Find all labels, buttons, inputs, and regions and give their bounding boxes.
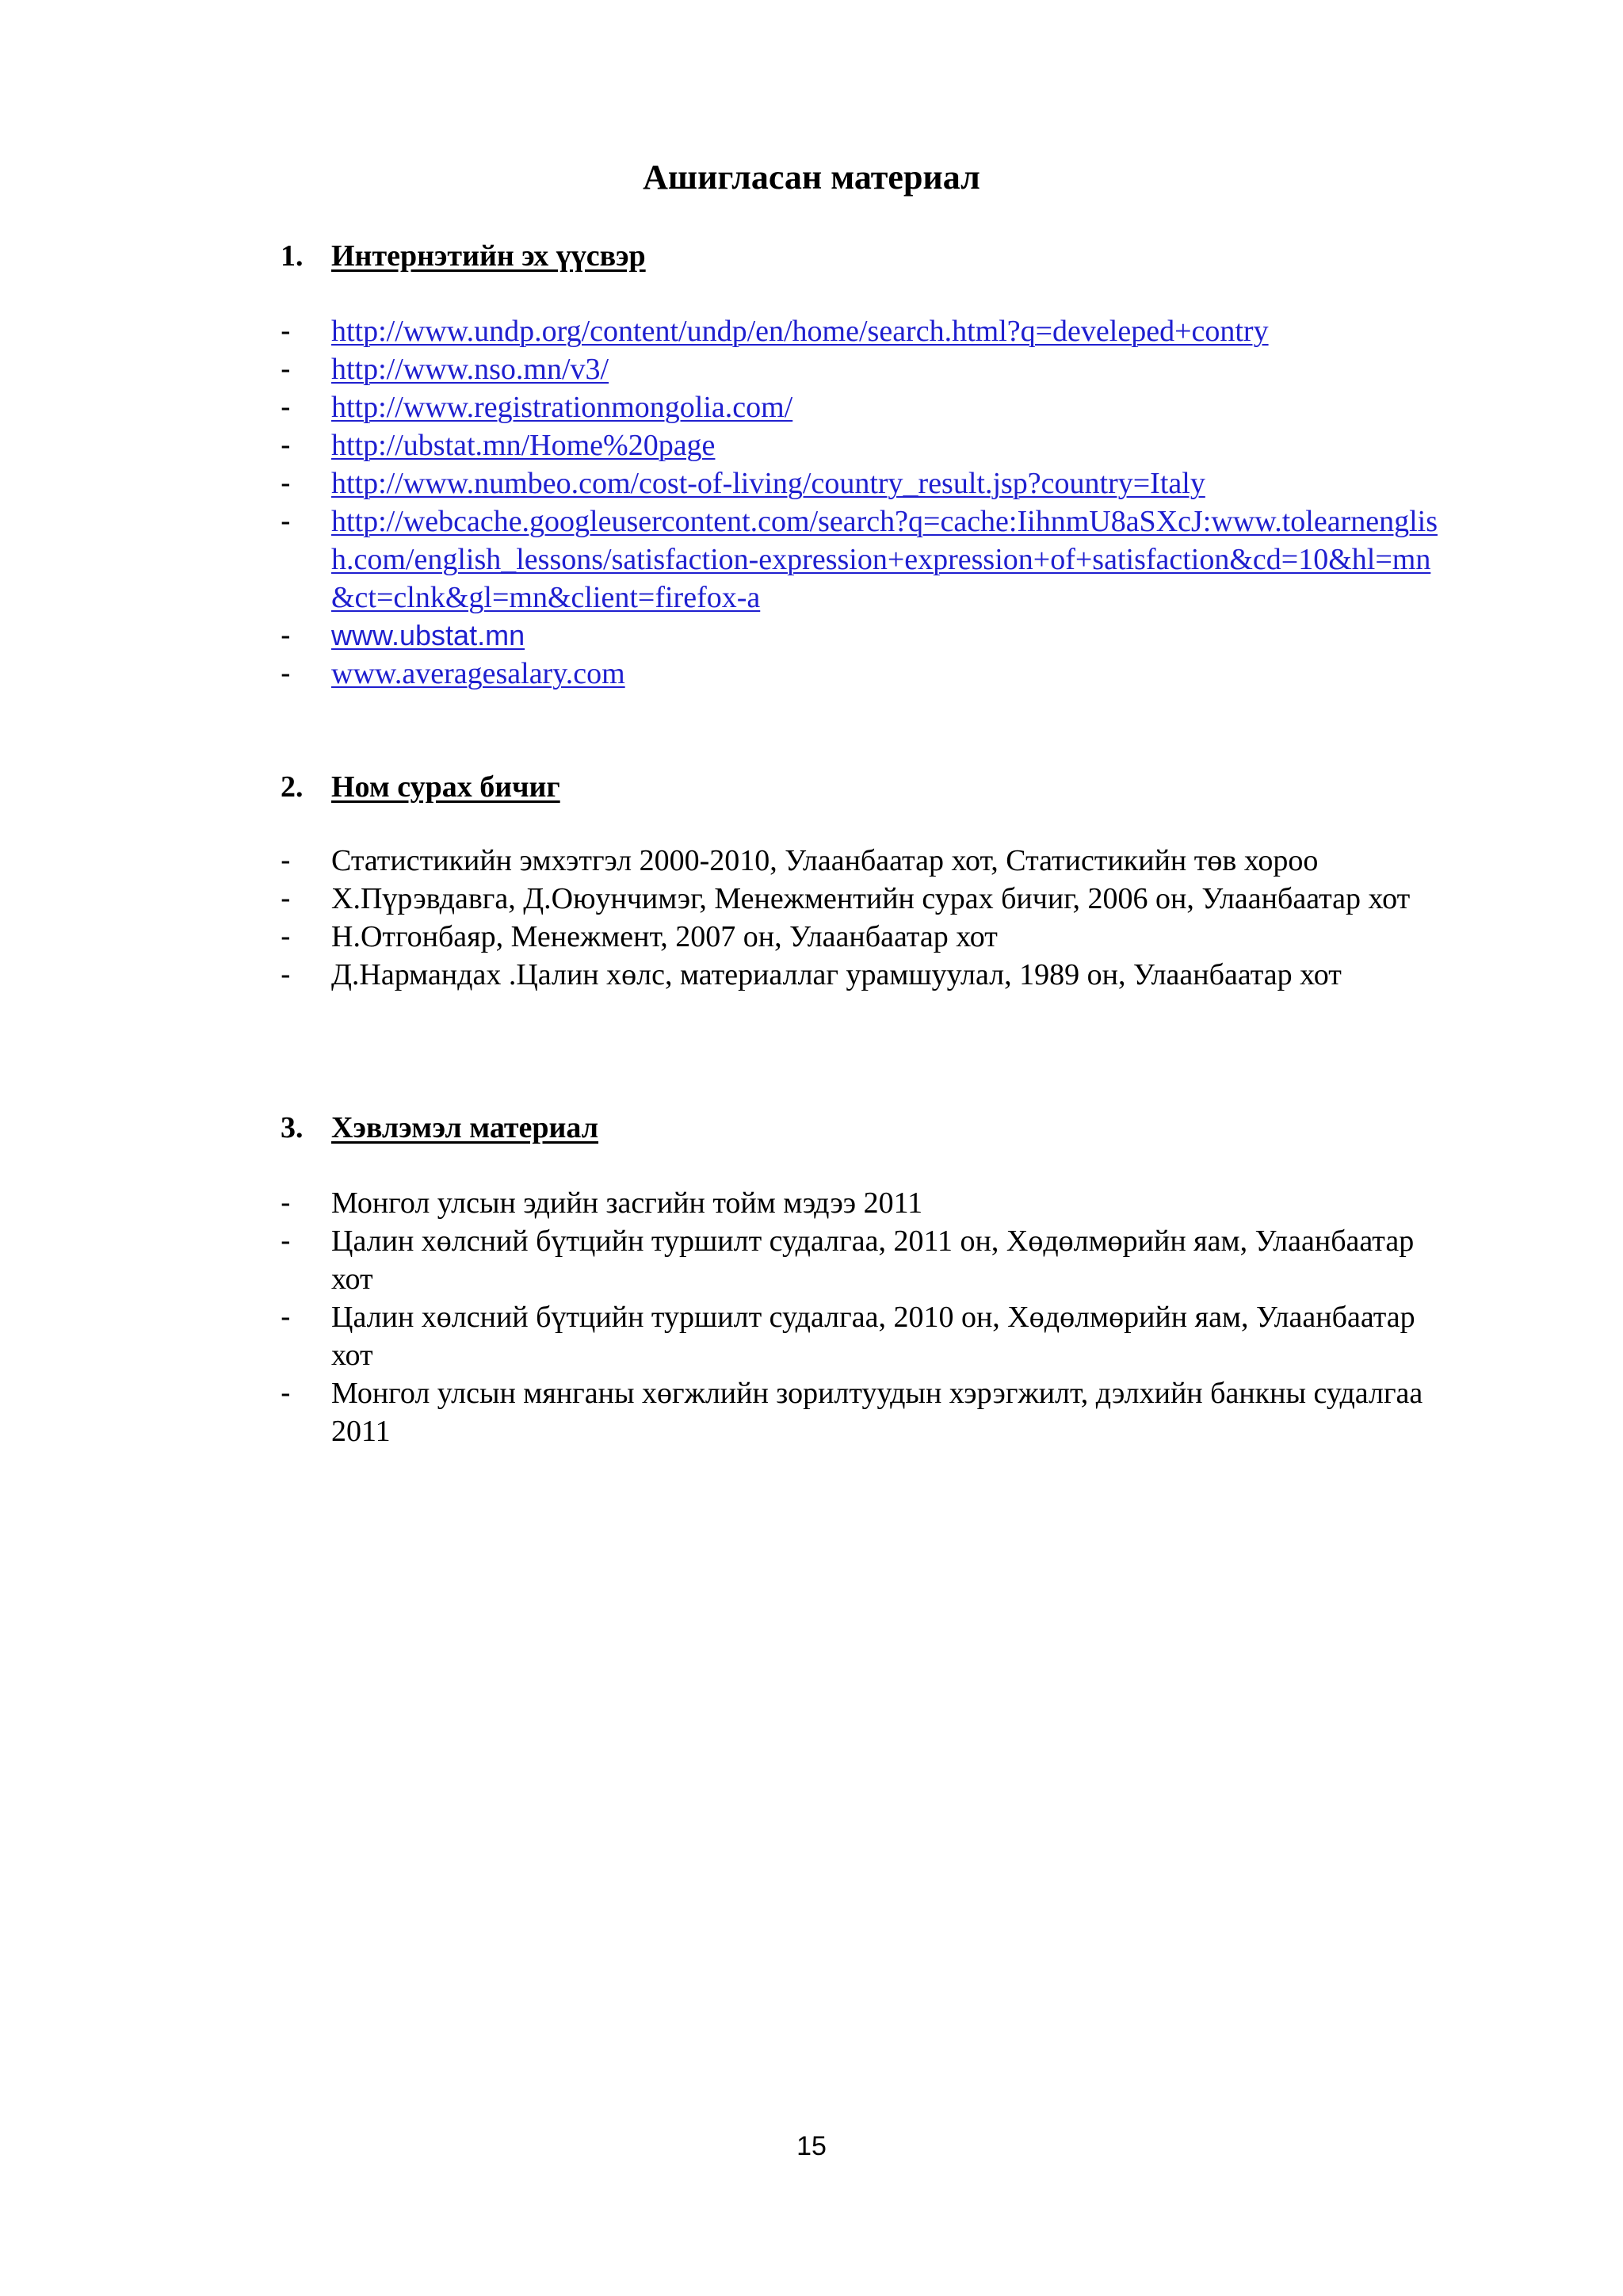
bullet-dash: - xyxy=(281,467,291,500)
list-item xyxy=(281,842,1438,880)
section-number: 1. xyxy=(281,239,304,273)
section-heading-internet xyxy=(281,236,646,276)
bullet-dash: - xyxy=(281,315,291,348)
section-title: Хэвлэмэл материал xyxy=(331,1111,599,1144)
reference-link[interactable]: www.averagesalary.com xyxy=(331,657,625,690)
bullet-dash: - xyxy=(281,429,291,462)
list-item xyxy=(281,956,1438,994)
bullet-dash: - xyxy=(281,882,291,915)
reference-link[interactable]: http://www.nso.mn/v3/ xyxy=(331,353,609,386)
bullet-dash: - xyxy=(281,958,291,991)
bullet-dash: - xyxy=(281,391,291,424)
reference-link[interactable]: http://www.registrationmongolia.com/ xyxy=(331,391,793,424)
list-item xyxy=(281,918,1438,956)
reference-text: Монгол улсын мянганы хөгжлийн зорилтуудын хэрэгжилт, дэлхийн банкны судалгаа 2011 xyxy=(331,1377,1423,1448)
reference-text: Н.Отгонбаяр, Менежмент, 2007 он, Улаанбаатар хот xyxy=(331,920,998,953)
internet-sources-list xyxy=(281,312,1438,693)
list-item xyxy=(281,350,1438,388)
page-number: 15 xyxy=(796,2131,827,2161)
reference-text: Статистикийн эмхэтгэл 2000-2010, Улаанбаатар хот, Статистикийн төв хороо xyxy=(331,844,1319,877)
bullet-dash: - xyxy=(281,619,291,652)
list-item xyxy=(281,1184,1438,1222)
section-title: Интернэтийн эх үүсвэр xyxy=(331,239,646,273)
list-item xyxy=(281,312,1438,350)
list-item xyxy=(281,388,1438,426)
bullet-dash: - xyxy=(281,657,291,690)
reference-link[interactable]: http://www.numbeo.com/cost-of-living/country_result.jsp?country=Italy xyxy=(331,467,1205,500)
section-heading-books xyxy=(281,767,560,807)
list-item xyxy=(281,1298,1438,1374)
reference-text: Цалин хөлсний бүтцийн туршилт судалгаа, 2010 он, Хөдөлмөрийн яам, Улаанбаатар хот xyxy=(331,1301,1415,1372)
section-number: 2. xyxy=(281,770,304,804)
list-item xyxy=(281,426,1438,464)
section-heading-printed xyxy=(281,1108,598,1148)
printed-materials-list xyxy=(281,1184,1438,1450)
reference-text: Монгол улсын эдийн засгийн тойм мэдээ 2011 xyxy=(331,1186,923,1220)
reference-text: Х.Пүрэвдавга, Д.Оюунчимэг, Менежментийн сурах бичиг, 2006 он, Улаанбаатар хот xyxy=(331,882,1411,915)
list-item xyxy=(281,1374,1438,1450)
reference-link[interactable]: http://ubstat.mn/Home%20page xyxy=(331,429,716,462)
bullet-dash: - xyxy=(281,1186,291,1220)
section-title: Ном сурах бичиг xyxy=(331,770,560,804)
reference-text: Д.Нармандах .Цалин хөлс, материаллаг урамшуулал, 1989 он, Улаанбаатар хот xyxy=(331,958,1342,991)
list-item xyxy=(281,617,1438,655)
reference-link[interactable]: http://www.undp.org/content/undp/en/home/search.html?q=develeped+contry xyxy=(331,315,1269,348)
reference-link[interactable]: www.ubstat.mn xyxy=(331,619,525,651)
section-number: 3. xyxy=(281,1111,304,1144)
list-item xyxy=(281,464,1438,502)
list-item xyxy=(281,1222,1438,1298)
bullet-dash: - xyxy=(281,1301,291,1334)
bullet-dash: - xyxy=(281,1224,291,1258)
list-item xyxy=(281,880,1438,918)
bullet-dash: - xyxy=(281,1377,291,1410)
bullet-dash: - xyxy=(281,920,291,953)
books-list xyxy=(281,842,1438,994)
page-title: Ашигласан материал xyxy=(643,158,980,197)
bullet-dash: - xyxy=(281,353,291,386)
list-item xyxy=(281,655,1438,693)
list-item xyxy=(281,502,1438,617)
reference-link[interactable]: http://webcache.googleusercontent.com/search?q=cache:IihnmU8aSXcJ:www.tolearnenglish.com/english_lessons/satisfaction-expression+expression+of+satisfaction&cd=10&hl=mn&ct=clnk&gl=mn&client=firefox-a xyxy=(331,505,1438,614)
bullet-dash: - xyxy=(281,844,291,877)
reference-text: Цалин хөлсний бүтцийн туршилт судалгаа, 2011 он, Хөдөлмөрийн яам, Улаанбаатар хот xyxy=(331,1224,1415,1296)
bullet-dash: - xyxy=(281,505,291,538)
